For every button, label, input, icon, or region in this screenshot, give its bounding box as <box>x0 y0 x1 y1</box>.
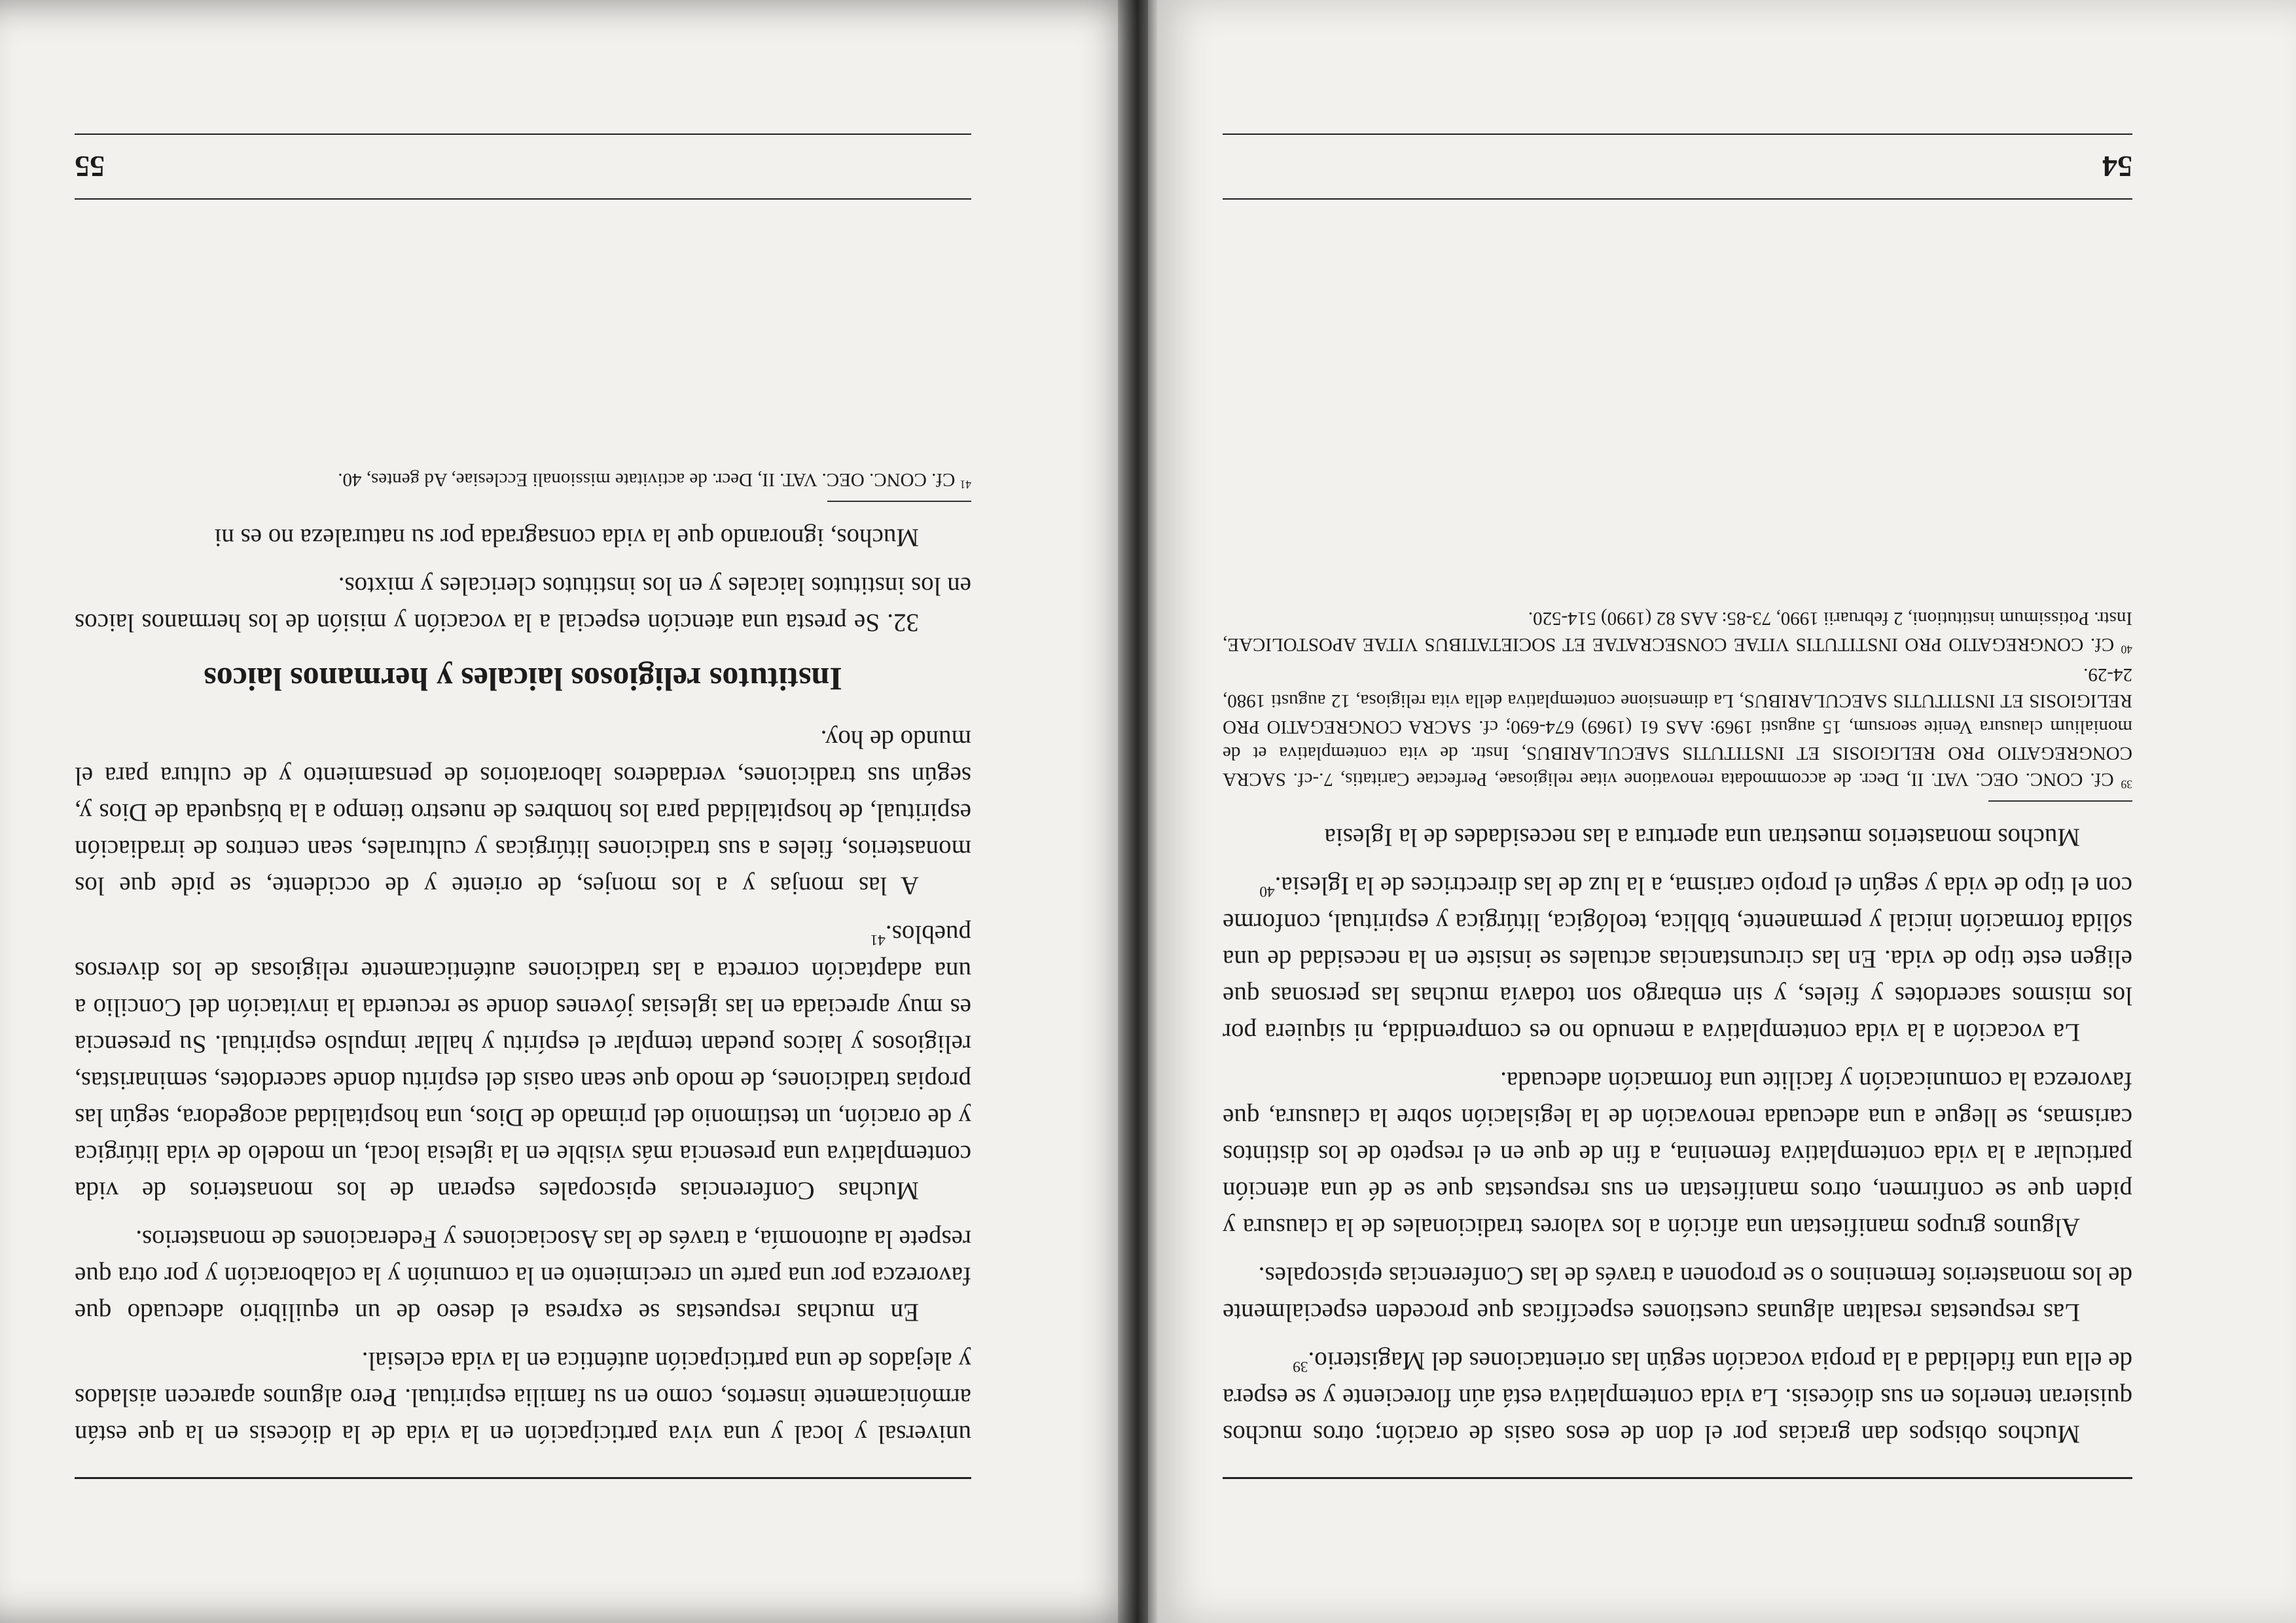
footnote: $^{39}$ Cf. CONC. OEC. VAT. II, Decr. de accommodata renovatione vitae religiosae, Perfectae Caritatis, 7.-cf. SACRA CONGREGATIO PRO RELIGIOSIS ET INSTITUTIS SAECULARIBUS, Instr. de vita contemplativa et de monialium clausura Venite seorsum, 15 augusti 1969: AAS 61 (1969) 674-690; cf. SACRA CONGREGATIO PRO RELIGIOSIS ET INSTITUTIS SAECULARIBUS, La dimensione contemplativa della vita religiosa, 12 augusti 1980, 24-29. <box>1223 664 2132 791</box>
paragraph: Muchos obispos dan gracias por el don de esos oasis de oración; otros muchos quisieran tenerlos en sus diócesis. La vida contemplativa está aún floreciente y se espera de ella una fidelidad a la propia vocación según las orientaciones del Magisterio.$^{39}$ <box>1223 1347 2132 1448</box>
footnote-ref: 39 <box>1293 1358 1308 1375</box>
footer-rule <box>75 134 971 135</box>
page-54-footer <box>1223 134 2132 200</box>
footnote-rule <box>827 501 971 502</box>
footnote: $^{40}$ Cf. CONGREGATIO PRO INSTITUTIS VITAE CONSECRATAE ET SOCIETATIBUS VITAE APOSTOLICAE, Instr. Potissimum institutioni, 2 februarii 1990, 73-85: AAS 82 (1990) 514-520. <box>1223 608 2132 656</box>
paragraph: Algunos grupos manifiestan una afición a los valores tradicionales de la clausura y piden que se confirmen, otros manifiestan en sus respuestas que se dé una atención particular a la vida contemplativa femenina, a fin de que en el respeto de los distintos carismas, se llegue a una adecuada renovación de la legislación sobre la clausura, que favorezca la comunicación y facilite una formación adecuada. <box>1223 1067 2132 1241</box>
page-54 <box>1148 0 2296 1623</box>
paragraph: Muchos, ignorando que la vida consagrada por su naturaleza no es ni <box>214 524 919 552</box>
top-rule <box>1223 1477 2132 1479</box>
footer-rule <box>1223 198 2132 200</box>
page-54-body <box>1223 601 2132 1479</box>
page-number: 55 <box>75 150 105 183</box>
top-rule <box>75 1477 971 1479</box>
paragraph: 32. Se presta una atención especial a la vocación y misión de los hermanos laicos en los institutos laicales y en los institutos clericales y mixtos. <box>75 572 971 637</box>
paragraph: A las monjas y a los monjes, de oriente y de occidente, se pide que los monasterios, fieles a sus tradiciones litúrgicas y culturales, sean centros de irradiación espiritual, de hospitalidad para los hombres de nuestro tiempo a la búsqueda de Dios y, según sus tradiciones, verdaderos laboratorios de pensamiento y de cultura para el mundo de hoy. <box>75 725 971 900</box>
page-55-body <box>75 463 971 1479</box>
paragraph: universal y local y una viva participación en la vida de la diócesis en la que están armónicamente insertos, como en su familia espiritual. Pero algunos aparecen aislados y alejados de una participación auténtica en la vida eclesial. <box>75 1347 971 1448</box>
page-55-footer <box>75 134 971 200</box>
paragraph: La vocación a la vida contemplativa a menudo no es comprendida, ni siquiera por los mismos sacerdotes y fieles, y sin embargo son todavía muchas las personas que eligen este tipo de vida. En las circunstancias actuales se insiste en la necesidad de una sólida formación inicial y permanente, bíblica, teológica, litúrgica y espiritual, conforme con el tipo de vida y según el propio carisma, a la luz de las directrices de la Iglesia.$^{40}$ <box>1223 872 2132 1046</box>
footnote-ref: 40 <box>1259 883 1275 900</box>
footnote: $^{41}$ Cf. CONC. OEC. VAT. II, Decr. de activitate missionali Ecclesiae, Ad gentes, 40. <box>338 469 971 491</box>
section-heading: Institutos religiosos laicales y hermanos laicos <box>204 661 842 698</box>
page-number: 54 <box>2102 150 2132 183</box>
paragraph: En muchas respuestas se expresa el deseo de un equilibrio adecuado que favorezca por una parte un crecimiento en la comunión y la colaboración y por otra que respete la autonomía, a través de las Asociaciones y Federaciones de monasterios. <box>75 1225 971 1327</box>
footnote-ref: 41 <box>870 931 886 948</box>
footer-rule <box>1223 134 2132 135</box>
paragraph: Muchas Conferencias episcopales esperan de los monasterios de vida contemplativa una presencia más visible en la iglesia local, un modelo de vida litúrgica y de oración, un testimonio del primado de Dios, una hospitalidad acogedora, según las propias tradiciones, de modo que sean oasis del espíritu donde sacerdotes, seminaristas, religiosos y laicos puedan templar el espíritu y hallar impulso espiritual. Su presencia es muy apreciada en las iglesias jóvenes donde se recuerda la invitación del Concilio a una adaptación correcta a las tradiciones auténticamente religiosas de los diversos pueblos.$^{41}$ <box>75 920 971 1205</box>
footer-rule <box>75 198 971 200</box>
book-gutter <box>1118 0 1157 1623</box>
footnote-rule <box>1988 800 2132 802</box>
paragraph: Las respuestas resaltan algunas cuestiones específicas que proceden especialmente de los monasterios femeninos o se proponen a través de las Conferencias episcopales. <box>1223 1262 2132 1327</box>
paragraph: Muchos monasterios muestran una apertura a las necesidades de la Iglesia <box>1324 823 2080 851</box>
